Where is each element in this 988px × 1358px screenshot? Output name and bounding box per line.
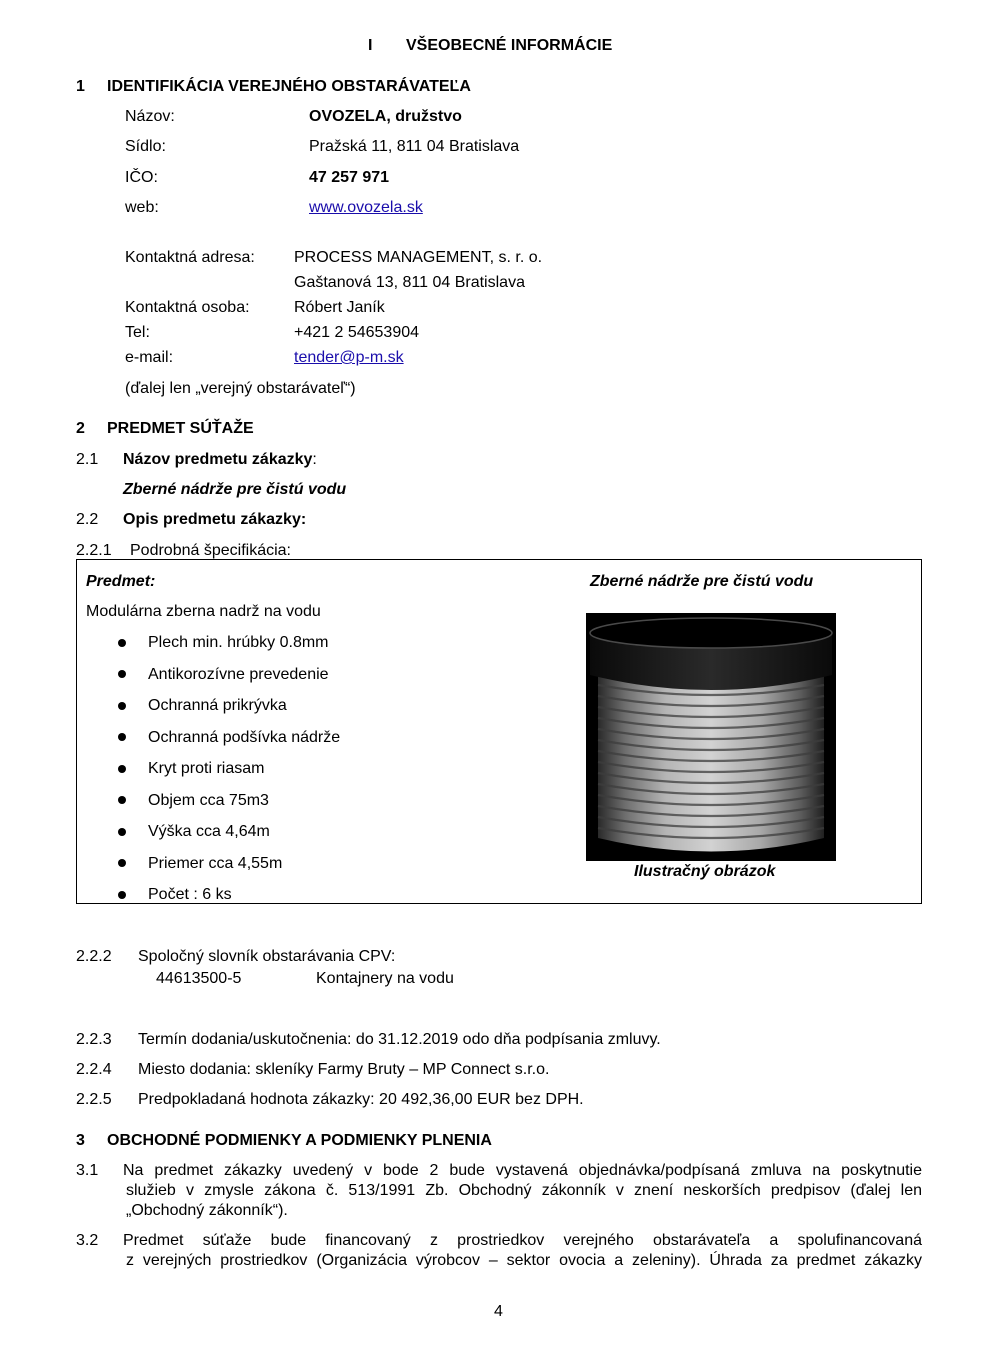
web-link[interactable]: www.ovozela.sk bbox=[309, 199, 423, 216]
box-description: Modulárna zberna nadrž na vodu bbox=[86, 603, 321, 620]
s3-title: OBCHODNÉ PODMIENKY A PODMIENKY PLNENIA bbox=[107, 1132, 492, 1149]
bullet-icon bbox=[118, 733, 126, 741]
s2-title: PREDMET SÚŤAŽE bbox=[107, 420, 254, 437]
further-note: (ďalej len „verejný obstarávateľ“) bbox=[125, 380, 356, 397]
s223-number: 2.2.3 bbox=[76, 1031, 112, 1048]
s21-title: Názov predmetu zákazky bbox=[123, 451, 313, 468]
spec-item: Kryt proti riasam bbox=[148, 760, 265, 777]
box-subject-title: Zberné nádrže pre čistú vodu bbox=[590, 573, 814, 590]
bullet-icon bbox=[118, 670, 126, 678]
s21-colon: : bbox=[312, 451, 317, 468]
bullet-icon bbox=[118, 765, 126, 773]
s22-number: 2.2 bbox=[76, 511, 99, 528]
s1-title: IDENTIFIKÁCIA VEREJNÉHO OBSTARÁVATEĽA bbox=[107, 78, 471, 95]
bullet-icon bbox=[118, 796, 126, 804]
cpv-description: Kontajnery na vodu bbox=[316, 970, 454, 987]
section-title: VŠEOBECNÉ INFORMÁCIE bbox=[406, 37, 613, 54]
email-link[interactable]: tender@p-m.sk bbox=[294, 349, 404, 366]
p32-line2: z verejných prostriedkov (Organizácia výrobcov – sektor ovocia a zeleniny). Úhrada za predmet zákazky bbox=[126, 1252, 922, 1269]
ico-value: 47 257 971 bbox=[309, 169, 390, 186]
p31-line3: „Obchodný zákonník“). bbox=[126, 1202, 288, 1219]
cpv-code: 44613500-5 bbox=[156, 970, 242, 987]
spec-item: Výška cca 4,64m bbox=[148, 823, 270, 840]
s223-text: Termín dodania/uskutočnenia: do 31.12.2019 odo dňa podpísania zmluvy. bbox=[138, 1031, 661, 1048]
s22-title: Opis predmetu zákazky: bbox=[123, 511, 307, 528]
p31-line1: Na predmet zákazky uvedený v bode 2 bude vystavená objednávka/podpísaná zmluva na poskytnutie bbox=[123, 1162, 922, 1179]
tel-label: Tel: bbox=[125, 324, 150, 341]
page-number: 4 bbox=[494, 1303, 503, 1320]
bullet-icon bbox=[118, 828, 126, 836]
s221-number: 2.2.1 bbox=[76, 542, 112, 559]
contact-person-label: Kontaktná osoba: bbox=[125, 299, 250, 316]
bullet-icon bbox=[118, 891, 126, 899]
s225-number: 2.2.5 bbox=[76, 1091, 112, 1108]
section-number: I bbox=[368, 37, 373, 54]
spec-item: Počet : 6 ks bbox=[148, 886, 232, 903]
spec-item: Ochranná prikrývka bbox=[148, 697, 287, 714]
s224-number: 2.2.4 bbox=[76, 1061, 112, 1078]
s222-title: Spoločný slovník obstarávania CPV: bbox=[138, 948, 396, 965]
seat-value: Pražská 11, 811 04 Bratislava bbox=[309, 138, 520, 155]
spec-item: Priemer cca 4,55m bbox=[148, 855, 283, 872]
spec-item: Plech min. hrúbky 0.8mm bbox=[148, 634, 329, 651]
contact-address-label: Kontaktná adresa: bbox=[125, 249, 255, 266]
contact-address-line1: PROCESS MANAGEMENT, s. r. o. bbox=[294, 249, 543, 266]
s224-text: Miesto dodania: skleníky Farmy Bruty – MP Connect s.r.o. bbox=[138, 1061, 550, 1078]
spec-item: Objem cca 75m3 bbox=[148, 792, 269, 809]
web-label: web: bbox=[125, 199, 159, 216]
s225-text: Predpokladaná hodnota zákazky: 20 492,36,00 EUR bez DPH. bbox=[138, 1091, 584, 1108]
tank-image bbox=[586, 613, 836, 861]
contact-address-line2: Gaštanová 13, 811 04 Bratislava bbox=[294, 274, 525, 291]
seat-label: Sídlo: bbox=[125, 138, 166, 155]
p32-line1: Predmet súťaže bude financovaný z prostriedkov verejného obstarávateľa a spolufinancovaná bbox=[123, 1232, 922, 1249]
spec-item: Antikorozívne prevedenie bbox=[148, 666, 329, 683]
p31-line2: služieb v zmysle zákona č. 513/1991 Zb. Obchodný zákonník v znení neskorších predpisov (ďalej len bbox=[126, 1182, 922, 1199]
email-label: e-mail: bbox=[125, 349, 174, 366]
image-caption: Ilustračný obrázok bbox=[634, 863, 776, 880]
s221-title: Podrobná špecifikácia: bbox=[130, 542, 291, 559]
bullet-icon bbox=[118, 702, 126, 710]
s3-number: 3 bbox=[76, 1132, 85, 1149]
water-tank-icon bbox=[586, 613, 836, 861]
contact-person-value: Róbert Janík bbox=[294, 299, 385, 316]
name-label: Názov: bbox=[125, 108, 175, 125]
spec-item: Ochranná podšívka nádrže bbox=[148, 729, 341, 746]
s2-number: 2 bbox=[76, 420, 85, 437]
bullet-icon bbox=[118, 639, 126, 647]
p31-number: 3.1 bbox=[76, 1162, 99, 1179]
bullet-icon bbox=[118, 859, 126, 867]
s222-number: 2.2.2 bbox=[76, 948, 112, 965]
s21-number: 2.1 bbox=[76, 451, 99, 468]
name-value: OVOZELA, družstvo bbox=[309, 108, 462, 125]
s21-value: Zberné nádrže pre čistú vodu bbox=[123, 481, 347, 498]
box-subject-label: Predmet: bbox=[86, 573, 156, 590]
tel-value: +421 2 54653904 bbox=[294, 324, 420, 341]
ico-label: IČO: bbox=[125, 169, 158, 186]
s1-number: 1 bbox=[76, 78, 85, 95]
s21-heading bbox=[123, 450, 317, 470]
p32-number: 3.2 bbox=[76, 1232, 99, 1249]
